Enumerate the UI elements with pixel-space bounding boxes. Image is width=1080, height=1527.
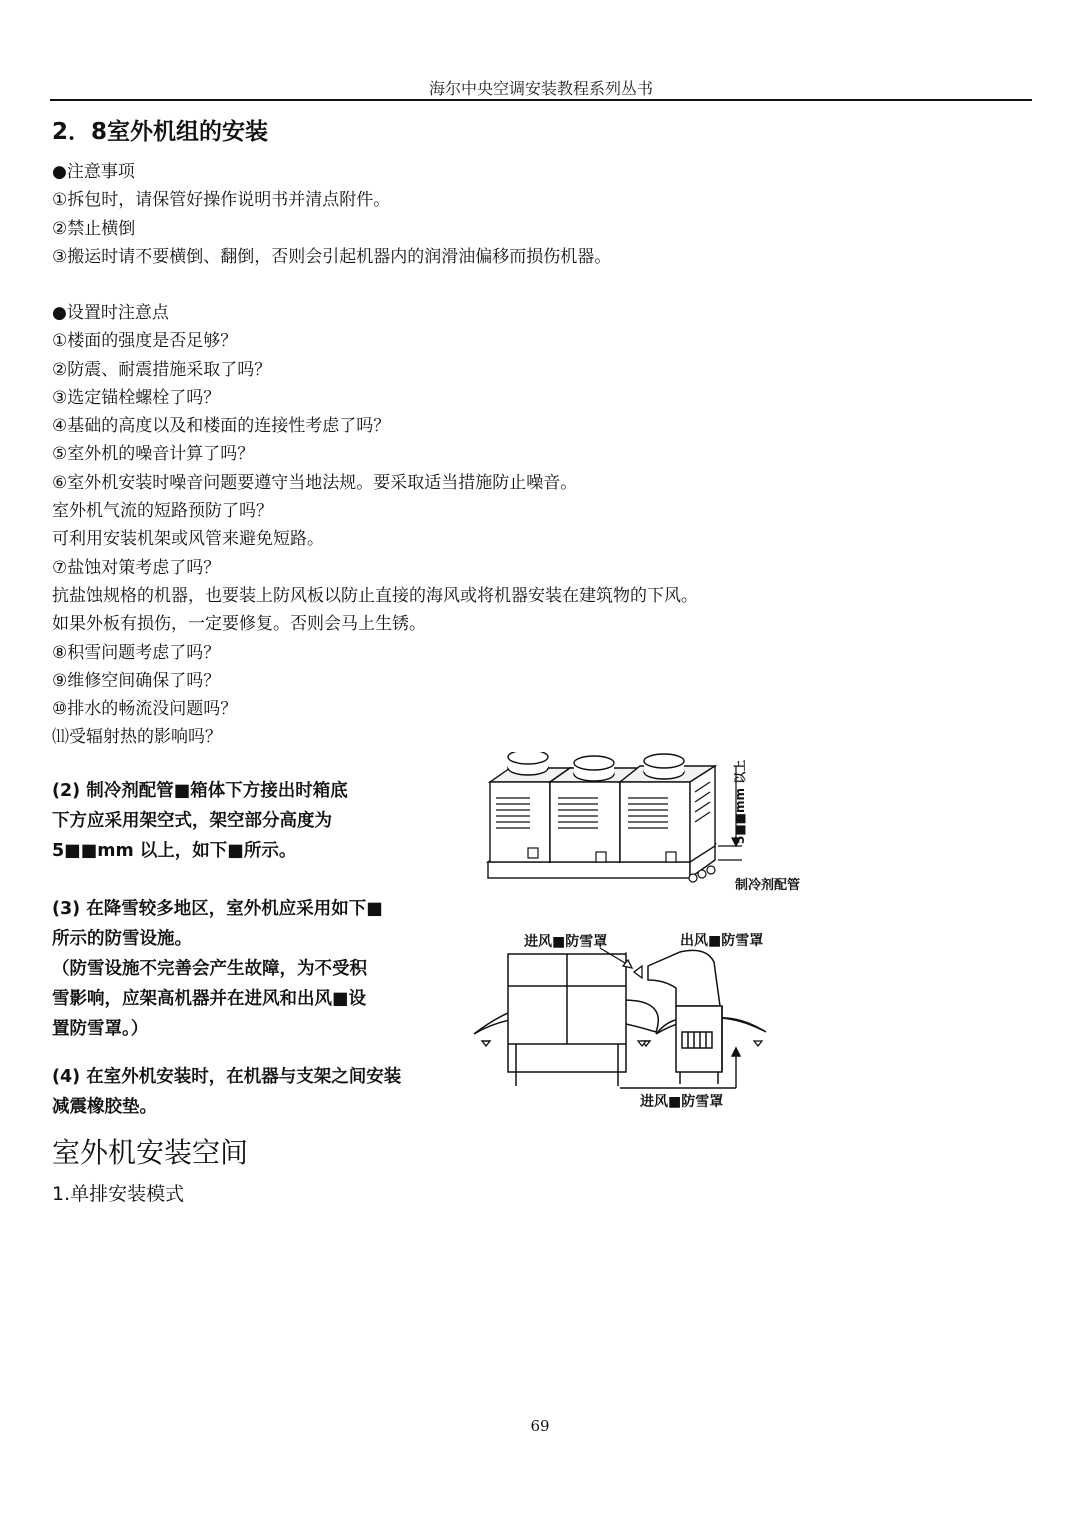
caution-item: ①拆包时，请保管好操作说明书并清点附件。 xyxy=(52,190,391,211)
note-3-line: (3) 在降雪较多地区，室外机应采用如下■ xyxy=(52,899,383,919)
cautions-block xyxy=(52,158,611,271)
height-label: 5■■mm 以上 xyxy=(733,759,747,844)
setup-item: ⑨维修空间确保了吗？ xyxy=(52,670,221,691)
note-2 xyxy=(52,776,348,866)
inlet-hood-label: 进风■防雪罩 xyxy=(524,934,608,950)
note-2-line: 5■■mm 以上，如下■所示。 xyxy=(52,841,297,861)
cautions-heading: ●注意事项 xyxy=(52,162,135,182)
setup-item: 如果外板有损伤，一定要修复。否则会马上生锈。 xyxy=(52,614,426,635)
header-rule xyxy=(50,99,1032,101)
outlet-hood-label: 出风■防雪罩 xyxy=(680,933,764,949)
note-2-line: 下方应采用架空式，架空部分高度为 xyxy=(52,811,332,831)
page-number: 69 xyxy=(530,1417,550,1435)
caution-item: ③搬运时请不要横倒、翻倒，否则会引起机器内的润滑油偏移而损伤机器。 xyxy=(52,246,612,267)
section-title: 2．8室外机组的安装 xyxy=(52,119,269,145)
note-4 xyxy=(52,1062,401,1122)
note-4-line: 减震橡胶垫。 xyxy=(52,1097,157,1117)
note-3-line: 雪影响，应架高机器并在进风和出风■设 xyxy=(52,989,367,1009)
setup-item: ③选定锚栓螺栓了吗？ xyxy=(52,387,221,408)
setup-item: ⑧积雪问题考虑了吗？ xyxy=(52,642,221,663)
single-row-subheading: 1.单排安装模式 xyxy=(52,1183,185,1205)
note-3-line: 置防雪罩。） xyxy=(52,1019,149,1039)
caution-item: ②禁止横倒 xyxy=(52,218,136,239)
outdoor-units-figure xyxy=(480,752,820,897)
note-2-line: (2) 制冷剂配管■箱体下方接出时箱底 xyxy=(52,781,348,801)
setup-item: ⑤室外机的噪音计算了吗？ xyxy=(52,444,255,465)
setup-item: ②防震、耐震措施采取了吗？ xyxy=(52,359,272,380)
note-3 xyxy=(52,894,383,1044)
setup-item: ④基础的高度以及和楼面的连接性考虑了吗？ xyxy=(52,416,391,437)
setup-item: ⑾受辐射热的影响吗？ xyxy=(52,727,222,748)
inlet-hood-label-bottom: 进风■防雪罩 xyxy=(640,1094,724,1110)
install-space-heading: 室外机安装空间 xyxy=(52,1136,249,1169)
snow-hood-figure xyxy=(470,928,780,1114)
setup-item: ⑦盐蚀对策考虑了吗？ xyxy=(52,557,221,578)
setup-item: 室外机气流的短路预防了吗？ xyxy=(52,501,273,522)
setup-item: 可利用安装机架或风管来避免短路。 xyxy=(52,529,324,550)
note-3-line: （防雪设施不完善会产生故障，为不受积 xyxy=(52,959,367,979)
pipe-label: 制冷剂配管 xyxy=(735,878,801,893)
setup-item: 抗盐蚀规格的机器，也要装上防风板以防止直接的海风或将机器安装在建筑物的下风。 xyxy=(52,585,698,606)
setup-item: ①楼面的强度是否足够？ xyxy=(52,331,238,352)
setup-item: ⑩排水的畅流没问题吗？ xyxy=(52,699,238,720)
running-header: 海尔中央空调安装教程系列丛书 xyxy=(428,79,653,98)
note-3-line: 所示的防雪设施。 xyxy=(52,929,192,949)
setup-block xyxy=(52,299,698,752)
note-4-line: (4) 在室外机安装时，在机器与支架之间安装 xyxy=(52,1067,402,1087)
setup-heading: ●设置时注意点 xyxy=(52,303,169,323)
setup-item: ⑥室外机安装时噪音问题要遵守当地法规。要采取适当措施防止噪音。 xyxy=(52,472,578,493)
